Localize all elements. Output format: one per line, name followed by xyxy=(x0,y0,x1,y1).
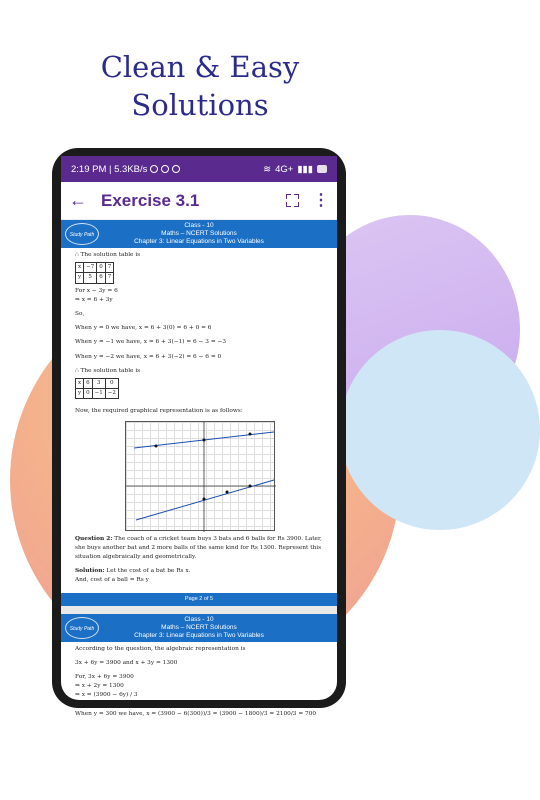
question-2 xyxy=(75,535,323,563)
page-separator xyxy=(61,606,337,614)
table-row xyxy=(76,273,114,283)
fullscreen-icon[interactable] xyxy=(286,194,299,207)
graph-point xyxy=(249,432,252,435)
study-path-logo: Study Path xyxy=(65,617,99,639)
headline-line-2: Solutions xyxy=(131,88,269,122)
back-arrow-icon[interactable]: ← xyxy=(69,190,87,210)
header-class: Class - 10 xyxy=(184,222,214,229)
graph-point xyxy=(203,438,206,441)
table-cell: x xyxy=(76,379,84,389)
table-cell: y xyxy=(76,273,84,283)
study-path-logo: Study Path xyxy=(65,223,99,245)
table-cell: −7 xyxy=(84,263,97,273)
solution-line xyxy=(75,567,323,576)
promo-headline xyxy=(0,48,400,124)
graph-point xyxy=(203,497,206,500)
for-line-2: For, 3x + 6y = 3900 xyxy=(75,674,134,681)
table-cell: 6 xyxy=(84,379,93,389)
status-time: 2:19 PM | 5.3KB/s xyxy=(71,163,148,175)
table-cell: −2 xyxy=(105,389,118,399)
table-cell: 7 xyxy=(105,263,114,273)
implies-line: ⇒ x = 6 + 3y xyxy=(75,296,113,303)
background-circle-blue xyxy=(340,330,540,530)
solution-table-2 xyxy=(75,378,119,399)
more-options-icon[interactable]: ⋮ xyxy=(313,191,329,209)
table-cell: 5 xyxy=(84,273,97,283)
for-line: For x − 3y = 6 xyxy=(75,287,118,294)
page-footer: Page 2 of 5 xyxy=(61,593,337,606)
phone-frame xyxy=(52,148,346,717)
table-cell: 0 xyxy=(105,379,118,389)
header-subject: Maths – NCERT Solutions xyxy=(161,623,237,631)
table-cell: 3 xyxy=(92,379,105,389)
according-line: According to the question, the algebraic representation is xyxy=(75,645,246,652)
solution-label: Solution: xyxy=(75,568,105,575)
table-row xyxy=(76,379,119,389)
solution-table-intro-2: ∴ The solution table is xyxy=(75,367,141,374)
table-cell: 6 xyxy=(97,273,106,283)
solution-table-intro: ∴ The solution table is xyxy=(75,252,141,258)
table-cell: y xyxy=(76,389,84,399)
document-page-2 xyxy=(61,642,337,722)
equations-line: 3x + 6y = 3900 and x + 3y = 1300 xyxy=(75,659,178,666)
data-saver-icon xyxy=(172,165,180,173)
battery-icon xyxy=(317,165,327,173)
solution-table-1 xyxy=(75,262,114,283)
header-chapter: Chapter 3: Linear Equations in Two Variables xyxy=(134,238,264,245)
when-line-1: When y = 0 we have, x = 6 + 3(0) = 6 + 0 = 6 xyxy=(75,325,212,332)
graph-figure xyxy=(125,421,275,531)
so-label-2: So, xyxy=(75,701,85,708)
solution-text: Let the cost of a bat be Rs x. xyxy=(106,568,191,575)
when-line-2: When y = −1 we have, x = 6 + 3(−1) = 6 − 3 = −3 xyxy=(75,339,227,346)
question-2-text: The coach of a cricket team buys 3 bats and 6 balls for Rs 3900. Later, she buys another bat and 2 more balls of the same kind for Rs 1300. Represent this situation algebraically and geometrically. xyxy=(75,535,322,561)
when-line-3: When y = −2 we have, x = 6 + 3(−2) = 6 − 6 = 0 xyxy=(75,353,222,360)
table-row xyxy=(76,389,119,399)
header-subject: Maths – NCERT Solutions xyxy=(161,230,237,237)
header-chapter: Chapter 3: Linear Equations in Two Variables xyxy=(134,631,264,639)
so-label: So, xyxy=(75,311,85,318)
wifi-icon: ≋ xyxy=(263,163,272,175)
question-2-label: Question 2: xyxy=(75,535,113,542)
graph-point xyxy=(249,484,252,487)
graph-svg xyxy=(126,422,276,532)
page-header-2 xyxy=(61,614,337,642)
implies-line-2b: ⇒ x = (3900 − 6y) / 3 xyxy=(75,692,138,699)
table-cell: 7 xyxy=(105,273,114,283)
table-cell: x xyxy=(76,263,84,273)
header-class: Class - 10 xyxy=(184,615,214,623)
table-row xyxy=(76,263,114,273)
sync-icon xyxy=(161,165,169,173)
signal-icon: ▮▮▮ xyxy=(297,163,313,175)
toolbar-title: Exercise 3.1 xyxy=(101,190,200,210)
table-cell: −1 xyxy=(92,389,105,399)
table-cell: 0 xyxy=(84,389,93,399)
table-cell: 0 xyxy=(97,263,106,273)
page-header xyxy=(61,220,337,248)
implies-line-2a: ⇒ x + 2y = 1300 xyxy=(75,683,124,690)
settings-icon xyxy=(150,165,158,173)
app-toolbar xyxy=(61,182,337,220)
network-type: 4G+ xyxy=(275,163,294,175)
graph-intro: Now, the required graphical representation is as follows: xyxy=(75,408,243,415)
solution-line-2: And, cost of a ball = Rs y xyxy=(75,577,149,584)
status-bar xyxy=(61,156,337,182)
document-page xyxy=(61,248,337,589)
headline-line-1: Clean & Easy xyxy=(100,50,300,84)
graph-point xyxy=(155,444,158,447)
when-line-page2: When y = 300 we have, x = (3900 − 6(300))/3 = (3900 − 1800)/3 = 2100/3 = 700 xyxy=(75,710,317,717)
phone-screen xyxy=(61,156,337,717)
graph-point xyxy=(226,490,229,493)
